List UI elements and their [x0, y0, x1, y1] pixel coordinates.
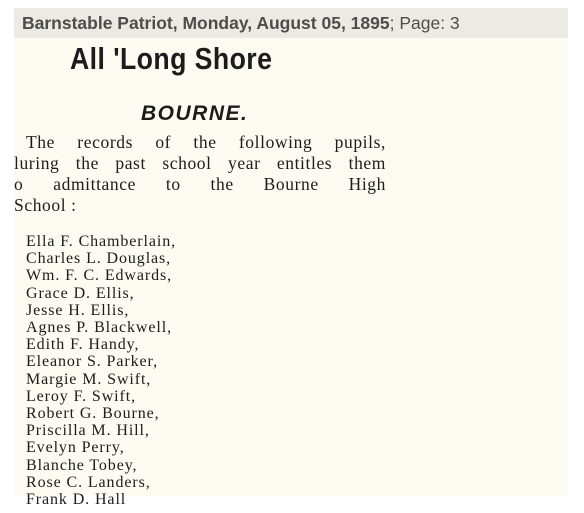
pupil-name: Jesse H. Ellis, — [26, 301, 130, 319]
pupil-name-list — [26, 233, 176, 508]
pupil-name: Margie M. Swift, — [26, 370, 152, 388]
pupil-name: Eleanor S. Parker, — [26, 353, 158, 371]
pupil-name: Robert G. Bourne, — [26, 405, 160, 423]
pupil-name: Leroy F. Swift, — [26, 387, 136, 405]
pupil-name: Priscilla M. Hill, — [26, 422, 150, 440]
pupil-name: Edith F. Handy, — [26, 336, 140, 354]
pupil-name: Frank D. Hall — [26, 491, 127, 509]
paragraph-line: o admittance to the Bourne High — [14, 174, 386, 194]
paragraph-line: School : — [14, 195, 77, 215]
article-headline: All 'Long Shore — [70, 41, 273, 76]
paragraph-line: The records of the following pupils, — [26, 132, 386, 152]
town-heading: BOURNE. — [141, 102, 249, 125]
pupil-name: Ella F. Chamberlain, — [26, 233, 177, 250]
newspaper-clipping — [14, 38, 568, 509]
pupil-name: Blanche Tobey, — [26, 456, 138, 474]
source-title: Barnstable Patriot, Monday, August 05, 1895 — [22, 13, 390, 33]
pupil-name: Rose C. Landers, — [26, 473, 151, 491]
pupil-name: Charles L. Douglas, — [26, 250, 172, 268]
pupil-name: Agnes P. Blackwell, — [26, 319, 172, 337]
pupil-name: Evelyn Perry, — [26, 439, 125, 457]
pupil-name: Wm. F. C. Edwards, — [26, 267, 173, 285]
article-paragraph — [14, 132, 386, 216]
paragraph-line: luring the past school year entitles them — [14, 153, 386, 173]
pupil-name: Grace D. Ellis, — [26, 284, 135, 302]
page-label: ; Page: 3 — [389, 13, 460, 33]
source-header — [14, 8, 568, 38]
